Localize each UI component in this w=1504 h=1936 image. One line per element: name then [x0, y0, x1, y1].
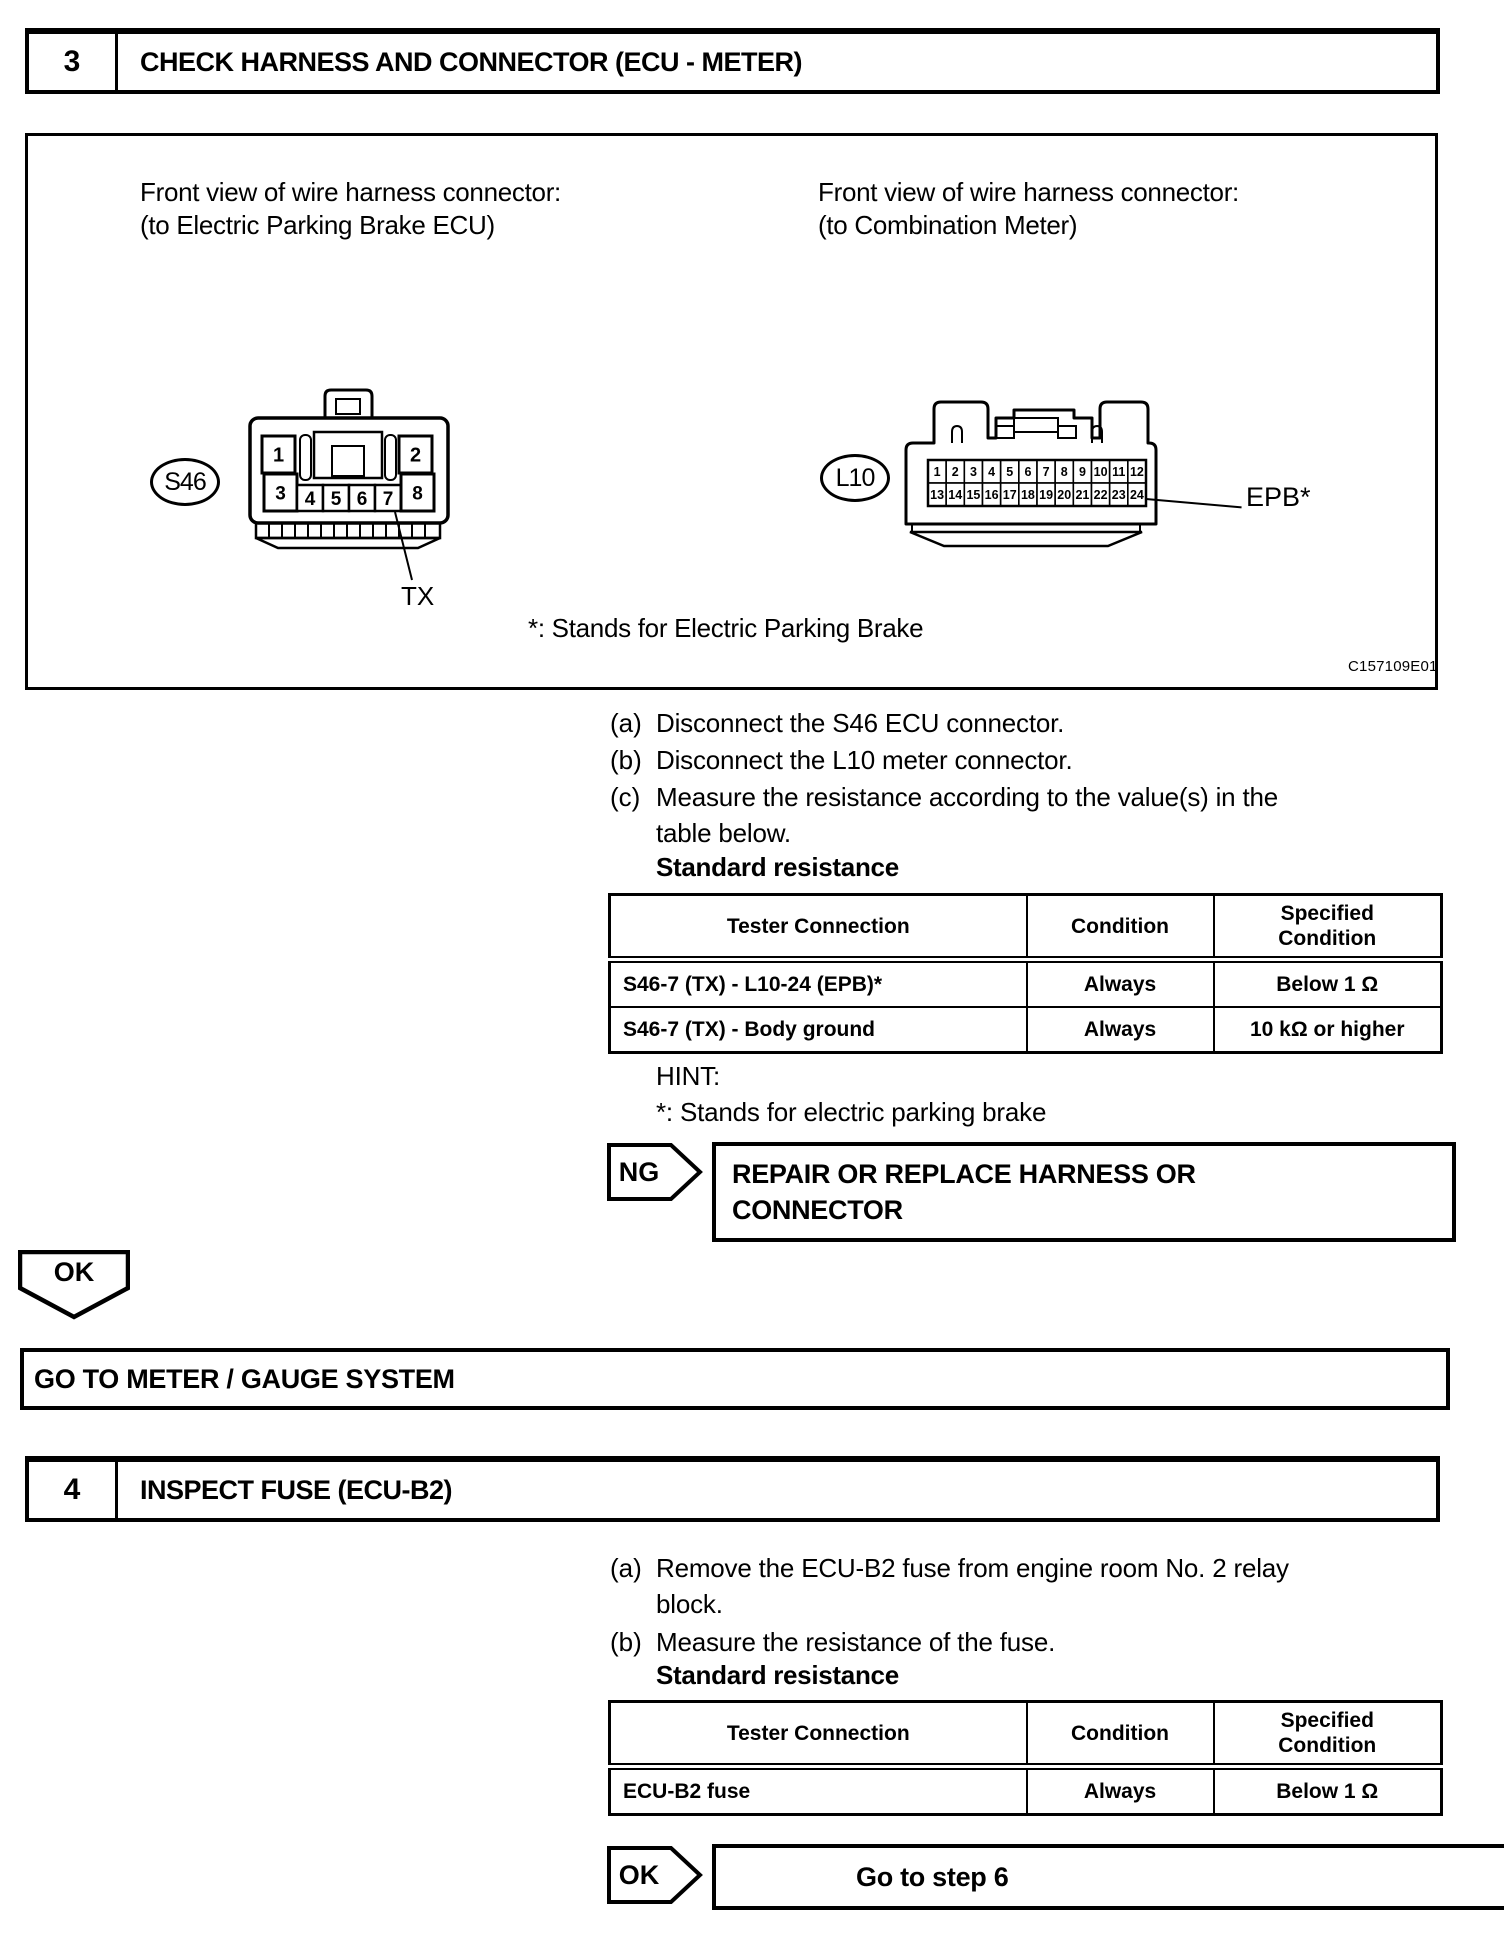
step4-item-b: (b) Measure the resistance of the fuse. — [610, 1627, 1056, 1657]
svg-text:10: 10 — [1093, 465, 1108, 479]
table-row — [610, 960, 1442, 1008]
svg-text:24: 24 — [1129, 488, 1144, 502]
svg-text:17: 17 — [1002, 488, 1017, 502]
table-header-cell: Condition — [1027, 1702, 1214, 1767]
step4-number: 4 — [29, 1462, 118, 1518]
tx-pin-label: TX — [401, 581, 435, 611]
table-cell: Always — [1027, 1007, 1214, 1053]
l10-pin-grid — [928, 460, 1146, 506]
l10-connector-drawing — [896, 388, 1158, 553]
s46-connector-label: S46 — [150, 458, 220, 506]
table-row — [610, 1767, 1442, 1815]
svg-text:18: 18 — [1020, 488, 1035, 502]
table-cell: S46-7 (TX) - L10-24 (EPB)* — [610, 960, 1027, 1008]
step3-number: 3 — [29, 34, 118, 90]
step3-resistance-table — [608, 893, 1443, 1054]
svg-text:15: 15 — [966, 488, 981, 502]
epb-pin-label: EPB* — [1246, 482, 1311, 512]
table-cell: Always — [1027, 960, 1214, 1008]
table-cell: 10 kΩ or higher — [1214, 1007, 1442, 1053]
svg-text:22: 22 — [1093, 488, 1108, 502]
svg-text:2: 2 — [409, 444, 422, 467]
step3-item-b: (b) Disconnect the L10 meter connector. — [610, 745, 1073, 775]
table-cell: ECU-B2 fuse — [610, 1767, 1027, 1815]
hint-label: HINT: — [656, 1061, 721, 1091]
step3-item-c: (c) Measure the resistance according to the value(s) in the table below. — [610, 782, 1279, 848]
svg-text:4: 4 — [304, 489, 316, 510]
step3-header — [25, 28, 1440, 94]
ok-arrow-label: OK — [618, 1859, 660, 1890]
connector-figure — [25, 133, 1438, 690]
table-row — [610, 1007, 1442, 1053]
step4-item-a: (a) Remove the ECU-B2 fuse from engine room No. 2 relay block. — [610, 1553, 1289, 1619]
svg-text:3: 3 — [969, 465, 977, 479]
svg-text:6: 6 — [356, 489, 368, 510]
step4-resistance-table — [608, 1700, 1443, 1816]
svg-text:12: 12 — [1129, 465, 1144, 479]
svg-text:6: 6 — [1024, 465, 1032, 479]
svg-text:11: 11 — [1112, 465, 1126, 479]
svg-text:1: 1 — [272, 444, 285, 467]
table-cell: Always — [1027, 1767, 1214, 1815]
svg-text:4: 4 — [988, 465, 996, 479]
table-cell: Below 1 Ω — [1214, 1767, 1442, 1815]
svg-text:5: 5 — [330, 489, 342, 510]
s46-connector-drawing — [248, 388, 452, 588]
ok-down-arrow — [18, 1250, 130, 1320]
svg-text:23: 23 — [1111, 488, 1126, 502]
svg-text:19: 19 — [1039, 488, 1054, 502]
hint-block — [656, 1058, 1046, 1130]
step4-header — [25, 1456, 1440, 1522]
svg-text:16: 16 — [984, 488, 999, 502]
epb-leader-line — [1146, 498, 1242, 508]
step3-standard-resistance: Standard resistance — [656, 852, 899, 882]
right-connector-caption: Front view of wire harness connector: (to Combination Meter) — [818, 177, 1239, 240]
ng-action-box: REPAIR OR REPLACE HARNESS OR CONNECTOR — [712, 1142, 1456, 1242]
svg-text:8: 8 — [412, 483, 423, 505]
l10-connector-label: L10 — [820, 454, 890, 502]
table-header-cell: Specified Condition — [1214, 895, 1442, 960]
svg-text:7: 7 — [1042, 465, 1050, 479]
step4-standard-resistance: Standard resistance — [656, 1660, 899, 1690]
goto-meter-gauge-bar: GO TO METER / GAUGE SYSTEM — [20, 1348, 1450, 1410]
svg-text:13: 13 — [930, 488, 945, 502]
svg-text:20: 20 — [1057, 488, 1072, 502]
table-cell: Below 1 Ω — [1214, 960, 1442, 1008]
hint-text: *: Stands for electric parking brake — [656, 1097, 1047, 1127]
svg-text:5: 5 — [1006, 465, 1014, 479]
svg-text:1: 1 — [933, 465, 941, 479]
table-header-cell: Tester Connection — [610, 895, 1027, 960]
svg-text:2: 2 — [951, 465, 959, 479]
step4-title: INSPECT FUSE (ECU-B2) — [140, 1474, 453, 1505]
svg-text:9: 9 — [1078, 465, 1086, 479]
svg-text:7: 7 — [382, 489, 394, 510]
table-cell: S46-7 (TX) - Body ground — [610, 1007, 1027, 1053]
step3-title: CHECK HARNESS AND CONNECTOR (ECU - METER) — [140, 46, 803, 77]
svg-text:3: 3 — [275, 483, 286, 505]
left-connector-caption: Front view of wire harness connector: (to Electric Parking Brake ECU) — [140, 177, 561, 240]
ok-action-box: Go to step 6 — [712, 1844, 1504, 1910]
ok-down-arrow-label: OK — [53, 1256, 95, 1287]
table-header-cell: Specified Condition — [1214, 1702, 1442, 1767]
figure-footnote: *: Stands for Electric Parking Brake — [528, 613, 924, 643]
svg-text:21: 21 — [1075, 488, 1090, 502]
ng-arrow — [607, 1143, 703, 1201]
table-header-cell: Condition — [1027, 895, 1214, 960]
ok-arrow — [607, 1846, 703, 1904]
svg-text:8: 8 — [1060, 465, 1068, 479]
ng-arrow-label: NG — [618, 1156, 660, 1187]
table-header-cell: Tester Connection — [610, 1702, 1027, 1767]
figure-code: C157109E01 — [1348, 658, 1438, 675]
svg-text:14: 14 — [948, 488, 963, 502]
step3-item-a: (a) Disconnect the S46 ECU connector. — [610, 708, 1065, 738]
